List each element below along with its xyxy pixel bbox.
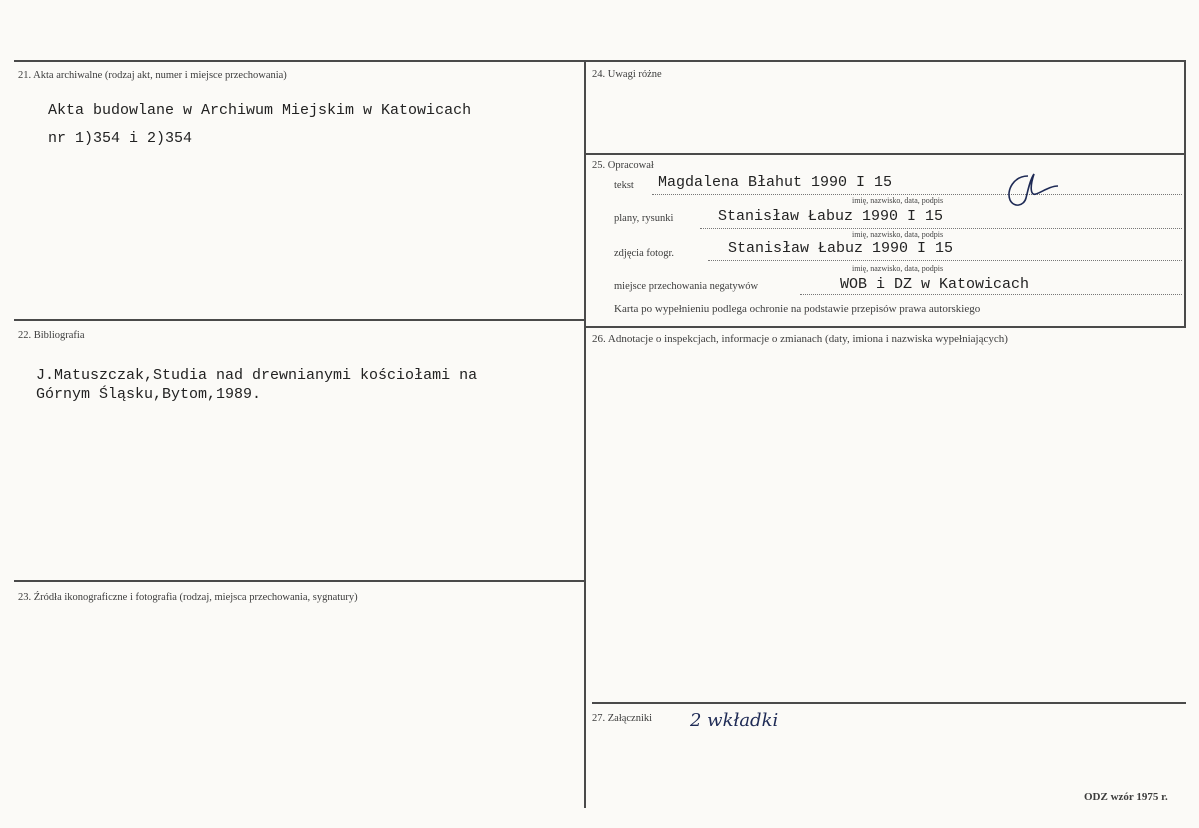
right-rule-upper bbox=[1184, 60, 1186, 328]
section-22-label: 22. Bibliografia bbox=[18, 330, 85, 341]
left-divider-22-23 bbox=[14, 580, 584, 582]
right-divider-26-27 bbox=[592, 702, 1186, 704]
zdjecia-value: Stanisław Łabuz 1990 I 15 bbox=[728, 240, 954, 257]
tekst-label: tekst bbox=[614, 180, 634, 191]
plany-caption: imię, nazwisko, data, podpis bbox=[852, 230, 944, 239]
column-divider bbox=[584, 60, 586, 808]
form-id: ODZ wzór 1975 r. bbox=[1084, 791, 1168, 803]
negatywy-label: miejsce przechowania negatywów bbox=[614, 281, 759, 292]
left-divider-21-22 bbox=[14, 319, 584, 321]
section-21-line-1: Akta budowlane w Archiwum Miejskim w Katowicach bbox=[48, 102, 472, 119]
section-27-label: 27. Załączniki bbox=[592, 713, 653, 724]
plany-dotted-line bbox=[700, 228, 1182, 229]
zdjecia-label: zdjęcia fotogr. bbox=[614, 248, 675, 259]
tekst-value: Magdalena Błahut 1990 I 15 bbox=[658, 174, 893, 191]
section-25-label: 25. Opracował bbox=[592, 160, 654, 171]
section-26-label: 26. Adnotacje o inspekcjach, informacje o zmianach (daty, imiona i nazwiska wypełniających) bbox=[592, 333, 1008, 345]
section-21-line-2: nr 1)354 i 2)354 bbox=[48, 130, 193, 147]
section-21-label: 21. Akta archiwalne (rodzaj akt, numer i miejsce przechowania) bbox=[18, 70, 287, 81]
signature-image bbox=[1000, 168, 1070, 212]
zdjecia-caption: imię, nazwisko, data, podpis bbox=[852, 264, 944, 273]
section-22-line-1: J.Matuszczak,Studia nad drewnianymi kościołami na bbox=[36, 367, 478, 384]
plany-value: Stanisław Łabuz 1990 I 15 bbox=[718, 208, 944, 225]
right-divider-25-26 bbox=[586, 326, 1186, 328]
copyright-notice: Karta po wypełnieniu podlega ochronie na podstawie przepisów prawa autorskiego bbox=[614, 303, 981, 315]
top-rule bbox=[14, 60, 1186, 62]
section-27-handwritten-value: 2 wkładki bbox=[690, 710, 779, 731]
section-24-label: 24. Uwagi różne bbox=[592, 69, 662, 80]
negatywy-dotted-line bbox=[800, 294, 1182, 295]
section-22-line-2: Górnym Śląsku,Bytom,1989. bbox=[36, 386, 262, 403]
tekst-dotted-line bbox=[652, 194, 1182, 195]
zdjecia-dotted-line bbox=[708, 260, 1182, 261]
section-23-label: 23. Źródła ikonograficzne i fotografia (rodzaj, miejsca przechowania, sygnatury) bbox=[18, 592, 358, 603]
right-divider-24-25 bbox=[586, 153, 1186, 155]
plany-label: plany, rysunki bbox=[614, 213, 674, 224]
negatywy-value: WOB i DZ w Katowicach bbox=[840, 276, 1030, 293]
tekst-caption: imię, nazwisko, data, podpis bbox=[852, 196, 944, 205]
